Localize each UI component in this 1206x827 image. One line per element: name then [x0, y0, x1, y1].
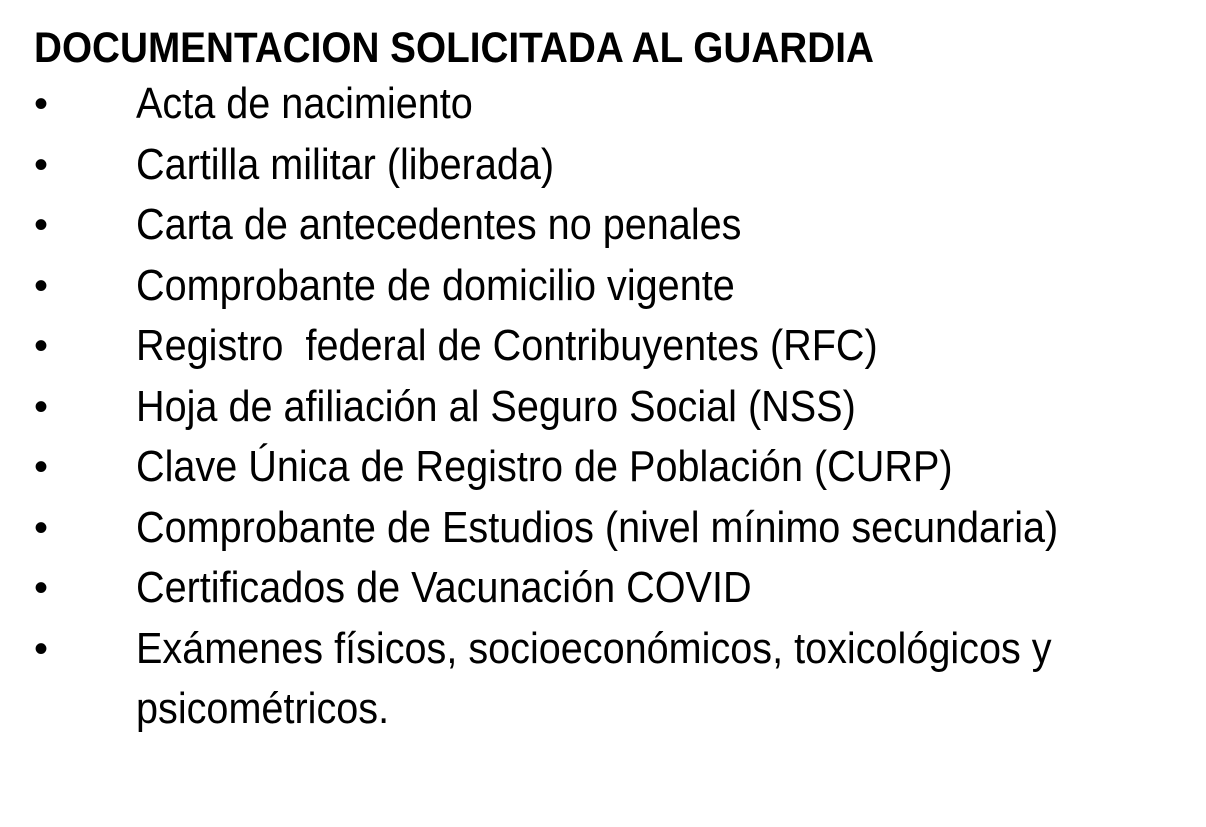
bullet-icon: • [34, 142, 49, 187]
bullet-icon: • [34, 263, 49, 308]
bullet-icon: • [34, 566, 49, 610]
bullet-icon: • [34, 384, 49, 429]
list-item-text: Carta de antecedentes no penales [136, 200, 742, 249]
list-item-text: Registro federal de Contribuyentes (RFC) [136, 321, 878, 370]
bullet-icon: • [34, 203, 49, 247]
list-item-text: Certificados de Vacunación COVID [136, 563, 752, 612]
list-item [34, 498, 1194, 559]
bullet-icon: • [34, 505, 49, 550]
bullet-icon: • [34, 445, 49, 489]
list-item-text: Exámenes físicos, socioeconómicos, toxicológicos y psicométricos. [136, 623, 1052, 733]
list-item [34, 195, 1194, 256]
list-item [34, 316, 1194, 377]
document-body [34, 22, 1194, 740]
list-item [34, 619, 1194, 740]
list-item [34, 256, 1194, 317]
list-item-text: Acta de nacimiento [136, 79, 473, 128]
list-item [34, 437, 1194, 498]
list-item-text: Hoja de afiliación al Seguro Social (NSS) [136, 381, 856, 431]
required-documents-list [34, 74, 1194, 740]
list-item [34, 74, 1194, 135]
list-item-text: Cartilla militar (liberada) [136, 139, 555, 189]
list-item-text: Clave Única de Registro de Población (CURP) [136, 442, 953, 491]
list-item [34, 377, 1194, 438]
list-item-text: Comprobante de Estudios (nivel mínimo secundaria) [136, 502, 1059, 552]
list-item [34, 558, 1194, 619]
bullet-icon: • [34, 82, 49, 126]
list-item-text: Comprobante de domicilio vigente [136, 260, 735, 310]
list-item [34, 135, 1194, 196]
bullet-icon: • [34, 626, 49, 671]
bullet-icon: • [34, 324, 49, 368]
document-title: DOCUMENTACION SOLICITADA AL GUARDIA [34, 24, 874, 72]
